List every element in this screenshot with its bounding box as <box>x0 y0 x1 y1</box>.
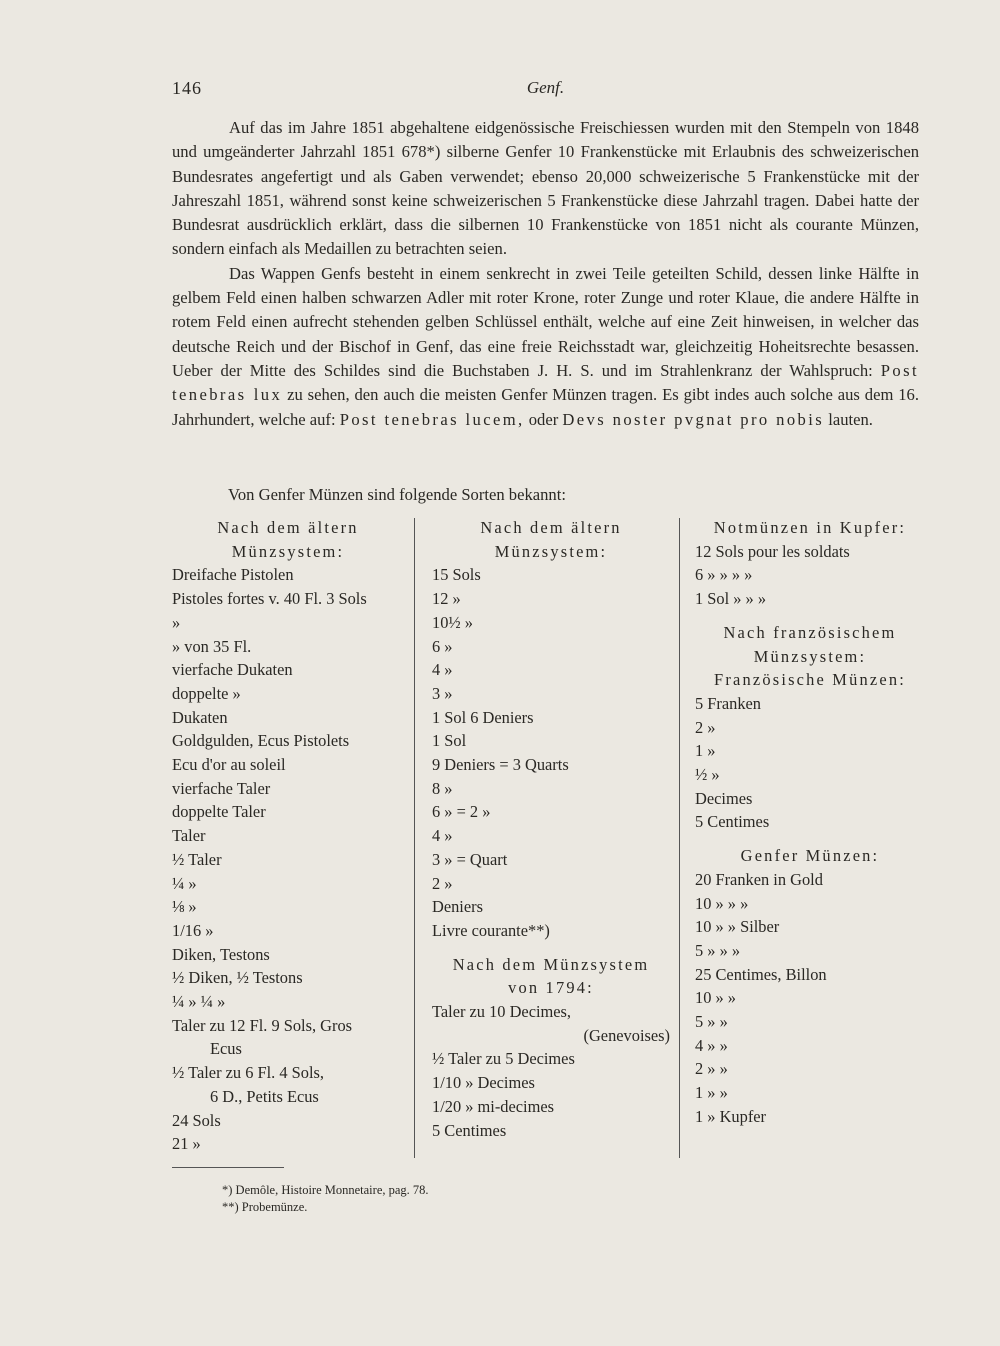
column-divider-2 <box>679 518 680 1158</box>
footnote-rule <box>172 1167 284 1168</box>
column-heading: Notmünzen in Kupfer: <box>713 518 907 537</box>
wappen-text-b: zu sehen, den auch die meisten Genfer Münzen tragen. Es gibt indes auch solche aus dem 16. Jahrhundert, welche auf: <box>172 385 919 429</box>
motto-post-tenebras-lux: Post tenebras lux <box>172 360 919 405</box>
list-item: Livre courante**) <box>432 920 550 940</box>
column-notmuenzen-franz <box>695 516 925 1129</box>
footnote-1: *) Demôle, Histoire Monnetaire, pag. 78. <box>222 1183 429 1197</box>
column-heading: Münzsystem: <box>753 646 867 666</box>
page-header <box>172 78 919 108</box>
column-heading: Französische Münzen: <box>714 670 906 690</box>
list-item: 1 Sol <box>432 731 467 751</box>
list-item: ⅛ » <box>172 897 197 917</box>
motto-devs-noster: Devs noster pvgnat pro nobis <box>562 409 825 429</box>
column-old-system-1 <box>172 516 404 1156</box>
list-item: 24 Sols <box>172 1110 221 1130</box>
list-item: 1/16 » <box>172 920 214 940</box>
list-item: 1/10 » Decimes <box>432 1073 535 1093</box>
list-item: ¼ » <box>172 873 197 893</box>
list-item: 1 Sol » » » <box>695 589 767 609</box>
column-heading: Münzsystem: <box>494 541 608 561</box>
list-item: 4 » » <box>695 1035 728 1055</box>
column-divider-1 <box>414 518 415 1158</box>
running-head: Genf. <box>526 78 565 97</box>
list-item: 4 » <box>432 826 453 846</box>
column-heading: Nach dem ältern <box>217 518 359 537</box>
list-item: 10 » » » <box>695 893 749 913</box>
list-item: Diken, Testons <box>172 944 270 964</box>
wappen-text-a: Das Wappen Genfs besteht in einem senkrecht in zwei Teile geteilten Schild, dessen linke Hälfte in gelbem Feld einen halben schwarzen Adler mit roter Krone, roter Zunge und roter Klaue, die andere Hälfte in rotem Feld einen aufrecht stehenden gelben Schlüssel enthält, welche auf eine Zeit hinweisen, in welcher das deutsche Reich und der Bischof in Genf, das eine freie Reichsstadt war, gleichzeitig Hoheitsrechte besassen. Ueber der Mitte des Schildes sind die Buchstaben J. H. S. und im Strahlenkranz der Wahlspruch: <box>172 263 919 380</box>
list-item: ½ Taler zu 6 Fl. 4 Sols, <box>172 1063 324 1083</box>
list-item: 15 Sols <box>432 565 481 585</box>
list-item: 5 Centimes <box>432 1120 507 1140</box>
column-heading: Genfer Münzen: <box>740 846 880 866</box>
list-item: 3 » = Quart <box>432 849 508 869</box>
list-item: 8 » <box>432 778 453 798</box>
list-item: 10 » » <box>695 988 736 1008</box>
list-item: 2 » <box>432 873 453 893</box>
list-item: 12 » <box>432 589 461 609</box>
footnotes <box>222 1182 429 1216</box>
list-item: 1 Sol 6 Deniers <box>432 707 534 727</box>
list-item: Decimes <box>695 788 753 808</box>
list-item: ½ Taler <box>172 849 222 869</box>
list-item: Taler zu 12 Fl. 9 Sols, Gros <box>172 1015 353 1035</box>
column-old-system-2 <box>432 516 670 1142</box>
list-item: 2 » » <box>695 1059 728 1079</box>
list-item: vierfache Taler <box>172 778 271 798</box>
list-item: 9 Deniers = 3 Quarts <box>432 755 569 775</box>
body-text <box>172 116 919 432</box>
column-heading: Nach französischem <box>723 622 897 642</box>
page-number: 146 <box>172 78 202 98</box>
footnote-2: **) Probemünze. <box>222 1200 308 1214</box>
coin-list-intro: Von Genfer Münzen sind folgende Sorten bekannt: <box>228 485 566 504</box>
list-item: 12 Sols pour les soldats <box>695 541 850 561</box>
list-item: 6 » <box>432 636 453 656</box>
list-item: ½ Taler zu 5 Decimes <box>432 1049 575 1069</box>
column-heading: Münzsystem: <box>231 541 345 561</box>
list-item: 25 Centimes, Billon <box>695 964 827 984</box>
list-item: » von 35 Fl. <box>172 636 252 656</box>
list-item: 1 » » <box>695 1083 728 1103</box>
list-item: Dreifache Pistolen <box>172 565 294 585</box>
list-item: » <box>172 612 181 632</box>
list-item: Dukaten <box>172 707 228 727</box>
list-item: 5 » » <box>695 1012 728 1032</box>
list-item: 1/20 » mi-decimes <box>432 1096 554 1116</box>
column-heading: von 1794: <box>508 978 594 998</box>
list-item: Deniers <box>432 897 483 917</box>
list-item: 6 » » » » <box>695 565 753 585</box>
list-item: doppelte Taler <box>172 802 266 822</box>
list-item: 5 Centimes <box>695 812 770 832</box>
list-item: 4 » <box>432 660 453 680</box>
list-item: vierfache Dukaten <box>172 660 293 680</box>
list-item: 10 » » Silber <box>695 917 780 937</box>
list-item: 1 » Kupfer <box>695 1106 767 1126</box>
list-item: Taler <box>172 826 206 846</box>
list-item: 3 » <box>432 683 453 703</box>
column-heading: Nach dem ältern <box>480 518 622 537</box>
list-item: 2 » <box>695 717 716 737</box>
list-item: ¼ » ¼ » <box>172 992 226 1012</box>
list-item: Pistoles fortes v. 40 Fl. 3 Sols <box>172 589 367 609</box>
list-item: 20 Franken in Gold <box>695 869 823 889</box>
motto-post-tenebras-lucem: Post tenebras lucem, <box>339 409 525 429</box>
list-item: 5 Franken <box>695 693 762 713</box>
list-item: ½ » <box>695 765 720 785</box>
list-item: 6 D., Petits Ecus <box>210 1086 319 1106</box>
list-item: Taler zu 10 Decimes, <box>432 1002 572 1022</box>
list-item: 10½ » <box>432 612 473 632</box>
list-item: 5 » » » <box>695 940 741 960</box>
list-item: 21 » <box>172 1134 201 1154</box>
list-item: Goldgulden, Ecus Pistolets <box>172 731 350 751</box>
list-item: 1 » <box>695 741 716 761</box>
list-item: doppelte » <box>172 683 241 703</box>
paragraph-wappen <box>172 262 919 432</box>
list-item: Ecus <box>210 1039 242 1059</box>
paragraph-freischiessen: Auf das im Jahre 1851 abgehaltene eidgenössische Freischiessen wurden mit den Stempeln von 1848 und umgeänderter Jahrzahl 1851 678*) silberne Genfer 10 Frankenstücke mit Erlaubnis des schweizerischen Bundesrates angefertigt und als Gaben verwendet; ebenso 20,000 schweizerische 5 Frankenstücke mit der Jahreszahl 1851, während sonst keine schweizerischen 5 Frankenstücke diese Jahrzahl tragen. Dabei hatte der Bundesrat ausdrücklich erklärt, dass die silbernen 10 Frankenstücke von 1851 nicht als courante Münzen, sondern einfach als Medaillen zu betrachten seien. <box>172 118 919 259</box>
wappen-text-d: lauten. <box>824 409 873 429</box>
list-item: 6 » = 2 » <box>432 802 491 822</box>
wappen-text-c: oder <box>524 409 563 429</box>
list-item: Ecu d'or au soleil <box>172 755 286 775</box>
list-item: ½ Diken, ½ Testons <box>172 968 303 988</box>
list-item: (Genevoises) <box>583 1025 670 1045</box>
column-heading: Nach dem Münzsystem <box>452 954 650 974</box>
